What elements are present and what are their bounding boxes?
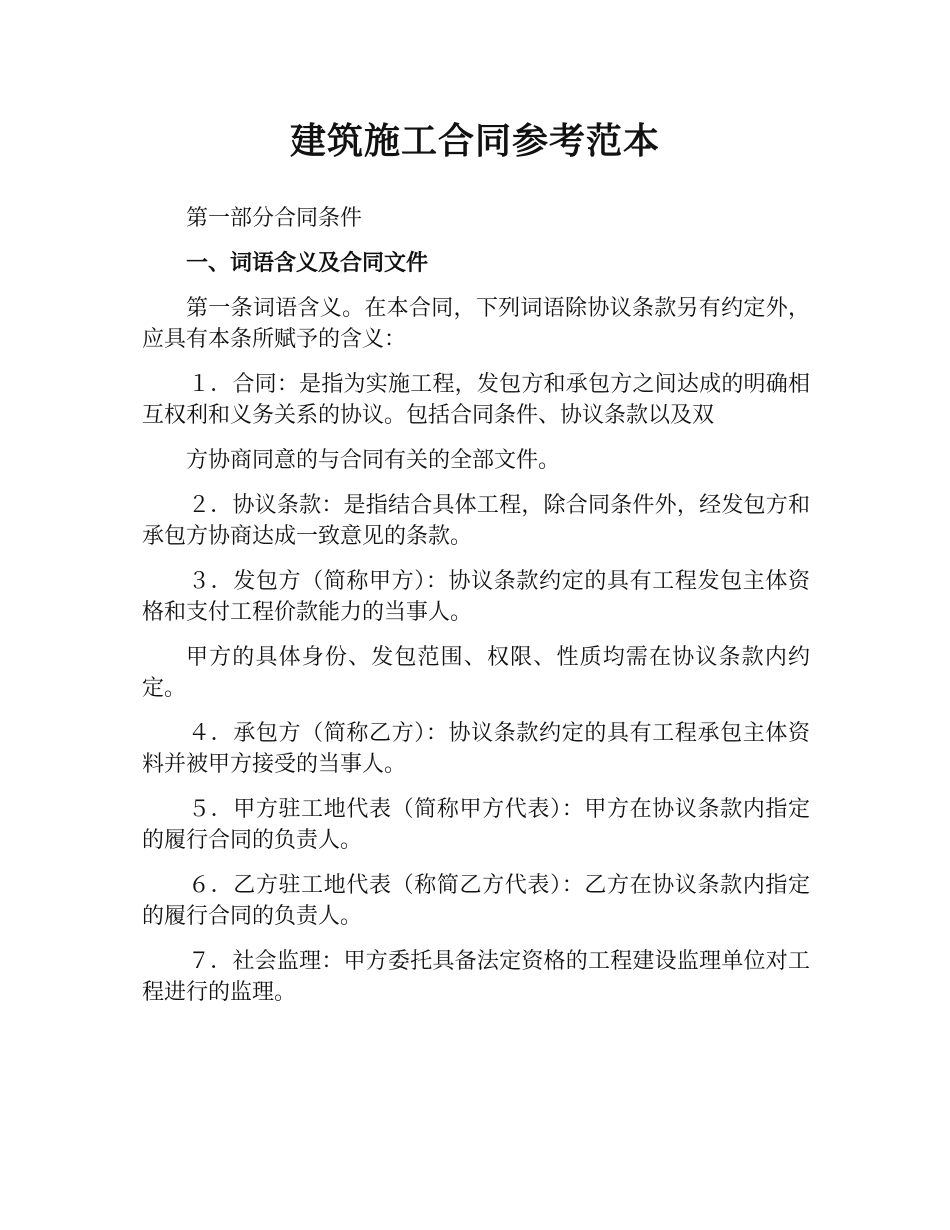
definition-item-6: ６．乙方驻工地代表（称简乙方代表）：乙方在协议条款内指定的履行合同的负责人。 (142, 873, 810, 929)
document-body (142, 203, 810, 1022)
definition-item-7: ７．社会监理：甲方委托具备法定资格的工程建设监理单位对工程进行的监理。 (142, 949, 810, 1005)
section-heading: 一、词语含义及合同文件 (186, 251, 429, 276)
definition-item-1: １．合同：是指为实施工程，发包方和承包方之间达成的明确相互权利和义务关系的协议。包括合同条件、协议条款以及双 (142, 372, 810, 428)
definition-item-5: ５．甲方驻工地代表（简称甲方代表）：甲方在协议条款内指定的履行合同的负责人。 (142, 797, 810, 853)
part-heading: 第一部分合同条件 (186, 206, 363, 231)
definition-item-2: ２．协议条款：是指结合具体工程，除合同条件外，经发包方和承包方协商达成一致意见的条款。 (142, 493, 810, 549)
definition-item-1-continued: 方协商同意的与合同有关的全部文件。 (186, 448, 561, 473)
definition-item-4: ４．承包方（简称乙方）：协议条款约定的具有工程承包主体资料并被甲方接受的当事人。 (142, 721, 810, 777)
document-title: 建筑施工合同参考范本 (289, 121, 660, 162)
article-paragraph: 第一条词语含义。在本合同，下列词语除协议条款另有约定外，应具有本条所赋予的含义： (142, 296, 810, 352)
definition-item-3: ３．发包方（简称甲方）：协议条款约定的具有工程发包主体资格和支付工程价款能力的当事人。 (142, 569, 810, 625)
definition-item-3-note: 甲方的具体身份、发包范围、权限、性质均需在协议条款内约定。 (142, 645, 810, 701)
